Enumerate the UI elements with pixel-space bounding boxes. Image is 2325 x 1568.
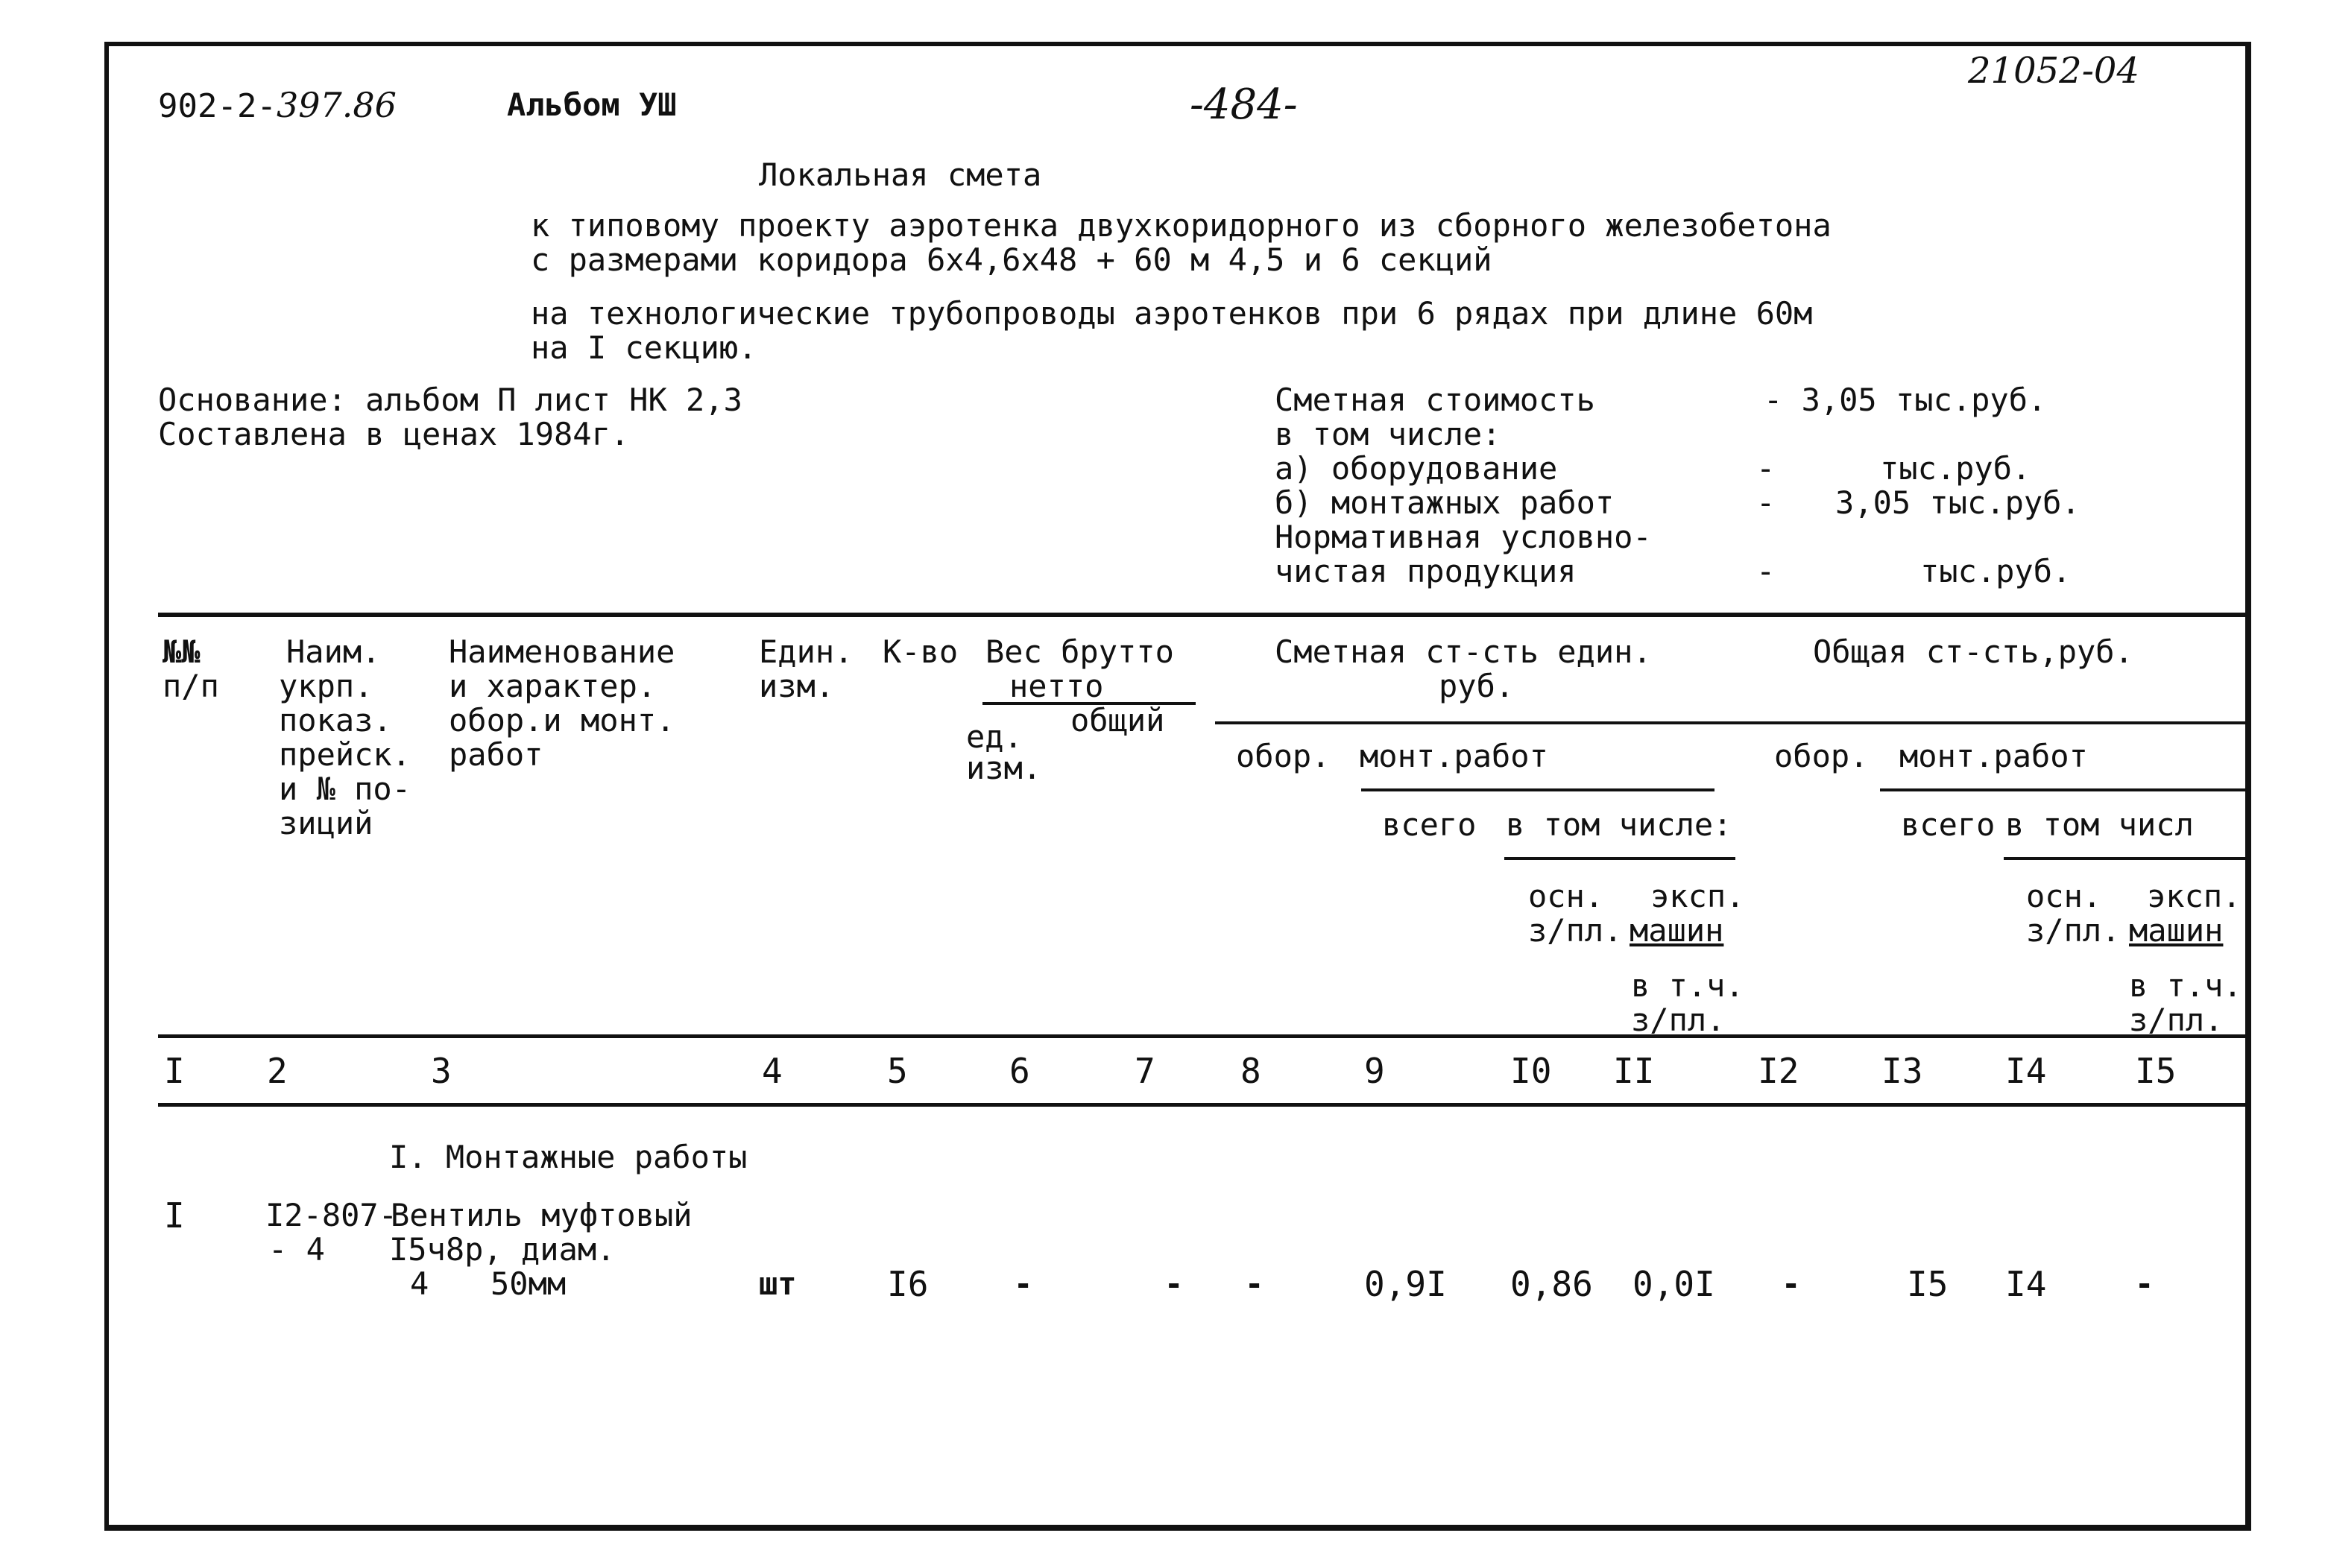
title-line-4: на I секцию. [531,329,757,366]
row-name-d: 50мм [490,1265,567,1302]
total-mont-header: монт.работ [1899,738,2088,774]
row-qty: I6 [887,1264,929,1304]
cost-norm-dash: - [1756,553,1776,589]
total-vsego-header: всего [1901,806,1996,843]
unit-vsego-header: всего [1382,806,1477,843]
unit-eksp-a: эксп. [1650,878,1745,914]
row-c11: 0,0I [1632,1264,1715,1304]
colnum-1: I [164,1051,185,1091]
total-eksp-b: машин [2129,912,2224,949]
col3-header-b: и характер. [449,668,657,704]
colnum-9: 9 [1364,1051,1385,1091]
page-number: -484- [1190,80,1298,129]
total-vtch-rule [2004,857,2251,860]
unit-osn-b: з/пл. [1528,912,1623,949]
album-label: Альбом УШ [507,86,677,123]
column-numbers-rule [158,1103,2251,1107]
row-c15: - [2135,1265,2154,1302]
colnum-3: 3 [431,1051,452,1091]
row-c10: 0,86 [1510,1264,1593,1304]
title-line-1: к типовому проекту аэротенка двухкоридорного из сборного железобетона [531,207,1832,244]
col4-header-a: Един. [759,633,854,670]
colnum-12: I2 [1758,1051,1799,1091]
section-title: I. Монтажные работы [389,1139,748,1175]
total-mont-rule [1880,788,2251,791]
col7-header: общий [1070,702,1165,739]
cost-norm-value: тыс.руб. [1920,553,2072,589]
row-unit: шт [759,1265,797,1302]
cost-subheader-rule [1215,721,2251,724]
col6-header-b: нетто [1009,668,1104,704]
unit-cost-header-b: руб. [1439,668,1515,704]
basis-line-2: Составлена в ценах 1984г. [158,416,630,452]
colnum-8: 8 [1240,1051,1261,1091]
total-cost-header: Общая ст-сть,руб. [1813,633,2133,670]
col3-header-d: работ [449,736,543,773]
row-code-a: I2-807- [265,1197,398,1233]
row-num: I [164,1195,185,1236]
unit-mont-rule [1361,788,1714,791]
cost-total-value: - 3,05 тыс.руб. [1764,382,2047,418]
cost-install-dash: - [1756,484,1776,521]
colnum-14: I4 [2005,1051,2047,1091]
row-c7: - [1164,1265,1184,1302]
row-name-b: I5ч8р, диам. [389,1231,616,1268]
row-c14: I4 [2005,1264,2047,1304]
unit-vtch-zp-b: з/пл. [1631,1002,1726,1038]
row-name-c: 4 [410,1265,429,1302]
total-osn-b: з/пл. [2026,912,2121,949]
row-c12: - [1782,1265,1801,1302]
colnum-5: 5 [887,1051,908,1091]
unit-vtch-rule [1504,857,1735,860]
col6-header-c: ед. [966,718,1023,755]
colnum-13: I3 [1881,1051,1923,1091]
row-name-a: Вентиль муфтовый [391,1197,693,1233]
header-bottom-rule [158,1034,2251,1038]
colnum-15: I5 [2135,1051,2177,1091]
basis-line-1: Основание: альбом П лист НК 2,3 [158,382,742,418]
col3-header-a: Наименование [449,633,675,670]
title-line-3: на технологические трубопроводы аэротенков при 6 рядах при длине 60м [531,295,1813,332]
cost-norm-label-2: чистая продукция [1275,553,1577,589]
col3-header-c: обор.и монт. [449,702,675,739]
cost-equip-dash: - [1756,450,1776,487]
col1-header-a: №№ [163,633,201,670]
cost-incl-label: в том числе: [1275,416,1501,452]
unit-osn-a: осн. [1528,878,1604,914]
row-c9: 0,9I [1364,1264,1447,1304]
title-line-2: с размерами коридора 6х4,6х48 + 60 м 4,5 и 6 секций [531,241,1492,278]
col2-header-d: прейск. [279,736,411,773]
total-eksp-a: эксп. [2147,878,2242,914]
col4-header-b: изм. [759,668,835,704]
colnum-4: 4 [762,1051,783,1091]
total-vtch-zp-a: в т.ч. [2129,967,2242,1004]
colnum-11: II [1613,1051,1655,1091]
archive-number: 21052-04 [1968,50,2139,92]
row-c8: - [1245,1265,1264,1302]
colnum-7: 7 [1135,1051,1155,1091]
colnum-10: I0 [1510,1051,1552,1091]
col2-header-b: укрп. [279,668,373,704]
col2-header-c: показ. [279,702,392,739]
row-c13: I5 [1907,1264,1949,1304]
total-osn-a: осн. [2026,878,2102,914]
col2-header-a: Наим. [286,633,381,670]
unit-mont-header: монт.работ [1360,738,1548,774]
row-c6: - [1014,1265,1033,1302]
unit-obor-header: обор. [1236,738,1331,774]
cost-install-value: 3,05 тыс.руб. [1835,484,2080,521]
col1-header-b: п/п [163,668,219,704]
cost-norm-label-1: Нормативная условно- [1275,519,1652,555]
col5-header: К-во [883,633,959,670]
unit-cost-header-a: Сметная ст-сть един. [1275,633,1652,670]
cost-equip-value: тыс.руб. [1880,450,2031,487]
doc-title: Локальная смета [759,157,1042,193]
row-code-b: - 4 [268,1231,325,1268]
total-vtch-header: в том числ [2005,806,2194,843]
table-top-rule [158,613,2251,617]
total-obor-header: обор. [1774,738,1869,774]
cost-install-label: б) монтажных работ [1275,484,1615,521]
col2-header-f: зиций [279,805,373,841]
unit-eksp-b: машин [1630,912,1724,949]
col6-header-d: изм. [966,750,1042,786]
cost-equip-label: а) оборудование [1275,450,1558,487]
doc-code: 902-2-397.86 [158,85,397,125]
cost-total-label: Сметная стоимость [1275,382,1595,418]
colnum-6: 6 [1009,1051,1030,1091]
col6-header-a: Вес брутто [985,633,1174,670]
unit-vtch-zp-a: в т.ч. [1631,967,1744,1004]
unit-vtch-header: в том числе: [1506,806,1732,843]
colnum-2: 2 [267,1051,288,1091]
col2-header-e: и № по- [279,771,411,807]
total-vtch-zp-b: з/пл. [2129,1002,2224,1038]
